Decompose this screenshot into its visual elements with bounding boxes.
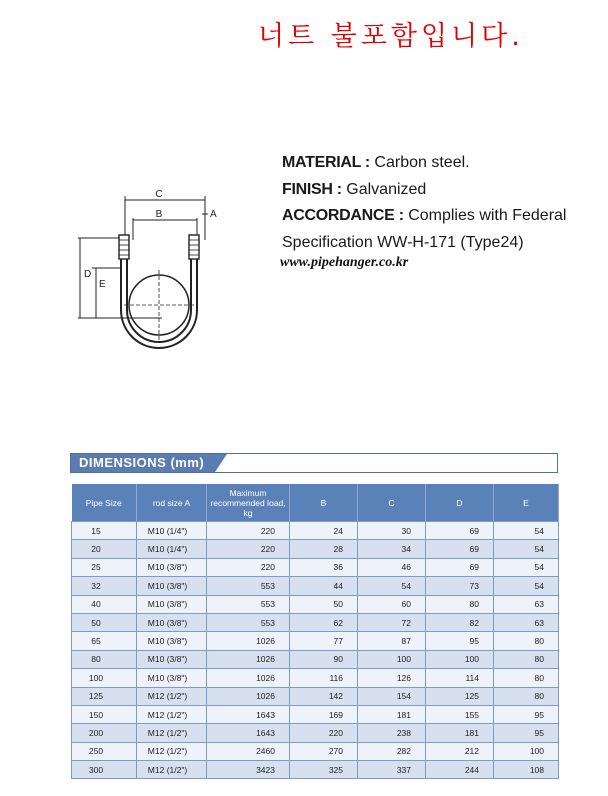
table-cell: 2460 (207, 742, 290, 760)
table-cell: 69 (426, 522, 494, 540)
table-cell: 69 (426, 540, 494, 558)
table-cell: 95 (494, 724, 559, 742)
table-cell: 80 (494, 632, 559, 650)
dim-label-c: C (155, 189, 163, 200)
table-cell: M12 (1/2") (137, 761, 207, 779)
table-cell: 34 (358, 540, 426, 558)
table-row (72, 650, 559, 668)
table-cell: 62 (290, 613, 358, 631)
table-cell: 108 (494, 761, 559, 779)
table-cell: 220 (207, 522, 290, 540)
material-value: Carbon steel. (374, 154, 470, 171)
table-cell: 69 (426, 558, 494, 576)
table-cell: 46 (358, 558, 426, 576)
table-cell: 36 (290, 558, 358, 576)
table-cell: 553 (207, 613, 290, 631)
header-rod-size: rod size A (137, 484, 207, 522)
table-cell: 1643 (207, 705, 290, 723)
table-cell: 553 (207, 595, 290, 613)
table-cell: 65 (72, 632, 137, 650)
table-cell: 63 (494, 613, 559, 631)
table-cell: 300 (72, 761, 137, 779)
table-cell: M10 (3/8") (137, 650, 207, 668)
material-label: MATERIAL : (282, 154, 370, 171)
table-cell: 100 (426, 650, 494, 668)
table-cell: 114 (426, 669, 494, 687)
table-cell: 100 (358, 650, 426, 668)
header-d: D (426, 484, 494, 522)
table-cell: 200 (72, 724, 137, 742)
table-row (72, 669, 559, 687)
table-cell: 1026 (207, 632, 290, 650)
table-cell: 337 (358, 761, 426, 779)
table-cell: 20 (72, 540, 137, 558)
table-cell: 80 (426, 595, 494, 613)
dim-label-e: E (99, 279, 106, 290)
table-row (72, 577, 559, 595)
table-cell: 95 (494, 705, 559, 723)
table-cell: M10 (1/4") (137, 540, 207, 558)
table-cell: 155 (426, 705, 494, 723)
table-row (72, 540, 559, 558)
table-cell: 54 (494, 540, 559, 558)
table-cell: 270 (290, 742, 358, 760)
accordance-label: ACCORDANCE : (282, 207, 404, 224)
table-cell: 40 (72, 595, 137, 613)
table-cell: 238 (358, 724, 426, 742)
table-cell: 80 (494, 650, 559, 668)
dimensions-title: DIMENSIONS (mm) (71, 454, 215, 472)
table-row (72, 558, 559, 576)
table-cell: M12 (1/2") (137, 705, 207, 723)
dimensions-title-bar (70, 453, 558, 473)
table-cell: 73 (426, 577, 494, 595)
table-cell: M10 (3/8") (137, 577, 207, 595)
header-c: C (358, 484, 426, 522)
table-row (72, 522, 559, 540)
table-cell: 32 (72, 577, 137, 595)
table-row (72, 595, 559, 613)
table-cell: 154 (358, 687, 426, 705)
table-cell: 1643 (207, 724, 290, 742)
finish-value: Galvanized (346, 180, 427, 198)
dimensions-table (71, 484, 559, 779)
table-cell: 1026 (207, 650, 290, 668)
table-cell: M10 (3/8") (137, 632, 207, 650)
table-row (72, 705, 559, 723)
table-cell: 220 (207, 540, 290, 558)
u-bolt-drawing (70, 180, 230, 380)
header-b: B (290, 484, 358, 522)
table-cell: 212 (426, 742, 494, 760)
table-row (72, 632, 559, 650)
table-cell: 80 (494, 669, 559, 687)
table-cell: 25 (72, 558, 137, 576)
table-cell: 169 (290, 705, 358, 723)
table-cell: 60 (358, 595, 426, 613)
table-row (72, 724, 559, 742)
dim-label-b: B (155, 209, 163, 220)
table-cell: 116 (290, 669, 358, 687)
table-body (72, 522, 559, 779)
table-cell: M12 (1/2") (137, 687, 207, 705)
table-cell: M12 (1/2") (137, 742, 207, 760)
dim-label-d: D (84, 269, 92, 280)
table-cell: 125 (426, 687, 494, 705)
table-cell: 50 (72, 613, 137, 631)
table-cell: 54 (494, 577, 559, 595)
table-cell: 125 (72, 687, 137, 705)
table-cell: 80 (494, 687, 559, 705)
table-cell: M10 (1/4") (137, 522, 207, 540)
table-cell: M10 (3/8") (137, 669, 207, 687)
table-cell: 72 (358, 613, 426, 631)
table-cell: 24 (290, 522, 358, 540)
website-link[interactable]: www.pipehanger.co.kr (280, 255, 409, 270)
specification-line: Specification WW-H-171 (Type24) (282, 233, 524, 251)
table-cell: 325 (290, 761, 358, 779)
table-cell: 30 (358, 522, 426, 540)
table-cell: 181 (426, 724, 494, 742)
table-cell: 87 (358, 632, 426, 650)
table-cell: 100 (72, 669, 137, 687)
table-cell: 150 (72, 705, 137, 723)
table-cell: 54 (494, 558, 559, 576)
table-cell: 3423 (207, 761, 290, 779)
table-row (72, 761, 559, 779)
header-pipe-size: Pipe Size (72, 484, 137, 522)
header-max-load: Maximum recommended load, kg (207, 484, 290, 522)
notice-text: 너트 불포함입니다. (258, 21, 524, 52)
table-cell: 244 (426, 761, 494, 779)
table-cell: M12 (1/2") (137, 724, 207, 742)
table-cell: 553 (207, 577, 290, 595)
table-cell: 282 (358, 742, 426, 760)
table-cell: 82 (426, 613, 494, 631)
table-cell: 126 (358, 669, 426, 687)
table-cell: M10 (3/8") (137, 613, 207, 631)
table-cell: 15 (72, 522, 137, 540)
finish-label: FINISH : (282, 180, 342, 198)
table-cell: 250 (72, 742, 137, 760)
table-cell: 1026 (207, 669, 290, 687)
table-cell: 142 (290, 687, 358, 705)
table-cell: 80 (72, 650, 137, 668)
table-row (72, 613, 559, 631)
table-cell: 44 (290, 577, 358, 595)
table-cell: 50 (290, 595, 358, 613)
table-cell: 1026 (207, 687, 290, 705)
table-cell: 90 (290, 650, 358, 668)
table-cell: 100 (494, 742, 559, 760)
table-cell: M10 (3/8") (137, 595, 207, 613)
table-cell: M10 (3/8") (137, 558, 207, 576)
accordance-value: Complies with Federal (408, 207, 567, 224)
table-cell: 220 (207, 558, 290, 576)
table-cell: 95 (426, 632, 494, 650)
table-cell: 77 (290, 632, 358, 650)
table-row (72, 742, 559, 760)
table-cell: 220 (290, 724, 358, 742)
header-e: E (494, 484, 559, 522)
title-notch (215, 454, 227, 472)
table-header-row (72, 484, 559, 522)
spec-block (282, 150, 566, 256)
table-cell: 54 (358, 577, 426, 595)
table-cell: 54 (494, 522, 559, 540)
table-cell: 28 (290, 540, 358, 558)
table-cell: 63 (494, 595, 559, 613)
table-row (72, 687, 559, 705)
table-cell: 181 (358, 705, 426, 723)
dim-label-a: A (210, 209, 217, 220)
